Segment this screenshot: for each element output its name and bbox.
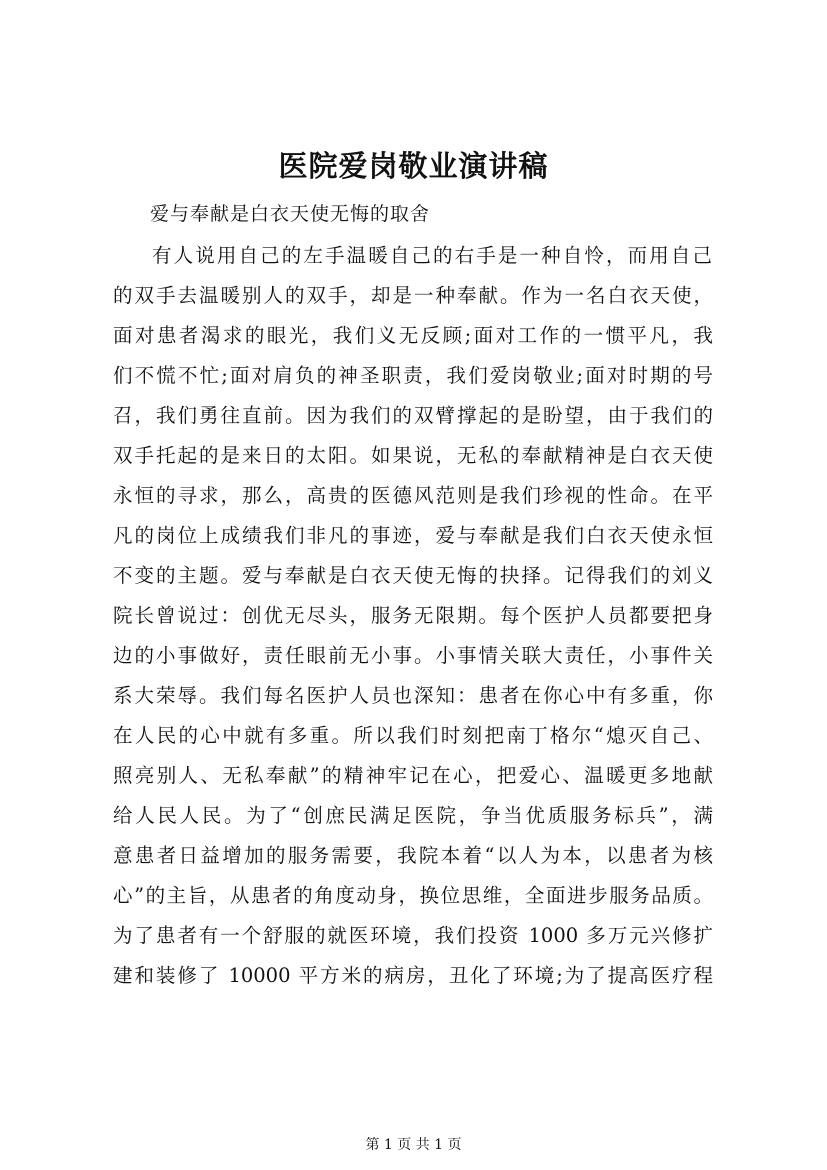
page-footer: 第 1 页 共 1 页 [365,1137,462,1153]
paragraph-line: 系大荣辱。我们每名医护人员也深知：患者在你心中有多重，你 [113,684,713,707]
paragraph-line: 边的小事做好，责任眼前无小事。小事情关联大责任，小事件关 [113,644,713,667]
paragraph-line: 面对患者渴求的眼光，我们义无反顾;面对工作的一惯平凡，我 [113,324,713,347]
paragraph-line: 永恒的寻求，那么，高贵的医德风范则是我们珍视的性命。在平 [113,484,713,507]
paragraph-line: 照亮别人、无私奉献”的精神牢记在心，把爱心、温暖更多地献 [113,764,713,787]
paragraph-line: 凡的岗位上成绩我们非凡的事迹，爱与奉献是我们白衣天使永恒 [113,524,713,547]
paragraph-line: 的双手去温暖别人的双手，却是一种奉献。作为一名白衣天使， [113,284,713,307]
paragraph-line: 为了患者有一个舒服的就医环境，我们投资 1000 多万元兴修扩 [113,924,713,947]
paragraph-line: 不变的主题。爱与奉献是白衣天使无悔的抉择。记得我们的刘义 [113,564,713,587]
paragraph-line: 在人民的心中就有多重。所以我们时刻把南丁格尔“熄灭自己、 [113,724,713,747]
paragraph-line: 召，我们勇往直前。因为我们的双臂撑起的是盼望，由于我们的 [113,404,713,427]
paragraph-line: 给人民人民。为了“创庶民满足医院，争当优质服务标兵”，满 [113,804,713,827]
page-title: 医院爱岗敬业演讲稿 [278,149,549,183]
paragraph-line: 双手托起的是来日的太阳。如果说，无私的奉献精神是白衣天使 [113,444,713,467]
paragraph-line: 们不慌不忙;面对肩负的神圣职责，我们爱岗敬业;面对时期的号 [113,364,713,387]
paragraph-line: 有人说用自己的左手温暖自己的右手是一种自怜，而用自己 [152,244,712,267]
paragraph-line: 意患者日益增加的服务需要，我院本着“以人为本，以患者为核 [113,844,713,867]
paragraph-line: 心”的主旨，从患者的角度动身，换位思维，全面进步服务品质。 [113,884,713,907]
paragraph-line: 建和装修了 10000 平方米的病房，丑化了环境;为了提高医疗程 [113,964,713,987]
paragraph-line: 院长曾说过：创优无尽头，服务无限期。每个医护人员都要把身 [113,604,713,627]
document-subtitle: 爱与奉献是白衣天使无悔的取舍 [150,203,431,225]
